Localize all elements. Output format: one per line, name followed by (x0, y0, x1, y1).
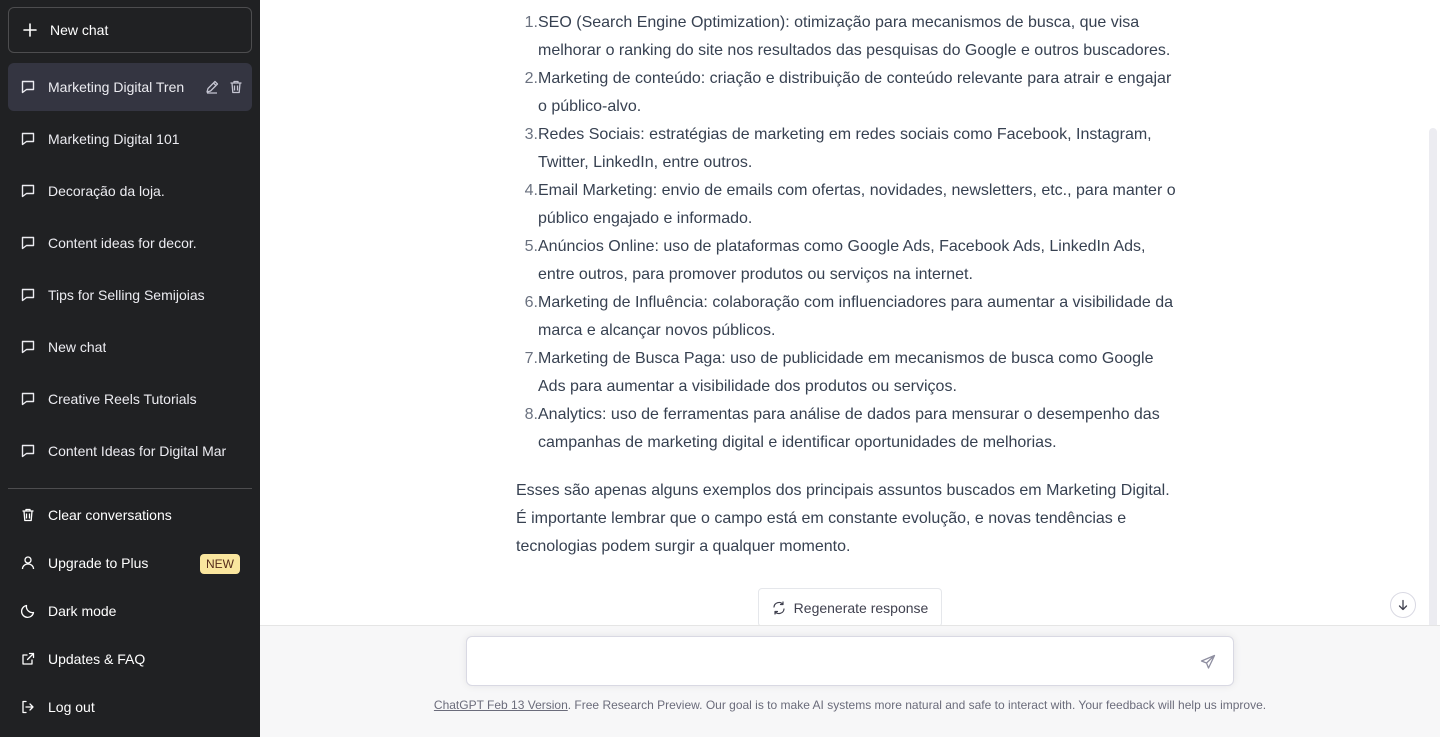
dark-mode-toggle[interactable] (8, 587, 252, 635)
log-out-button[interactable] (8, 683, 252, 731)
sidebar-menu (8, 491, 252, 731)
chat-bubble-icon (20, 287, 36, 303)
list-number: 4. (524, 182, 538, 199)
chat-bubble-icon (20, 131, 36, 147)
pencil-icon[interactable] (204, 79, 220, 95)
arrow-down-icon (1397, 599, 1409, 611)
conversation-item[interactable] (8, 219, 252, 267)
list-number: 2. (524, 70, 538, 87)
assistant-response (516, 0, 1176, 561)
chat-bubble-icon (20, 235, 36, 251)
list-number: 1. (524, 14, 538, 31)
list-text: Marketing de conteúdo: criação e distribuição de conteúdo relevante para atrair e engajar o público-alvo. (538, 70, 1172, 115)
upgrade-to-plus-button[interactable] (8, 539, 252, 587)
response-list (516, 9, 1176, 457)
list-text: Analytics: uso de ferramentas para análise de dados para mensurar o desempenho das campanhas de marketing digital e identificar oportunidades de melhorias. (538, 406, 1160, 451)
conversation-list (8, 63, 252, 479)
footer-text: . Free Research Preview. Our goal is to make AI systems more natural and safe to interact with. Your feedback will help us improve. (567, 698, 1267, 712)
list-text: Redes Sociais: estratégias de marketing em redes sociais como Facebook, Instagram, Twitter, LinkedIn, entre outros. (538, 126, 1152, 171)
list-item (516, 65, 1176, 121)
list-number: 7. (524, 350, 538, 367)
list-item (516, 289, 1176, 345)
chat-bubble-icon (20, 443, 36, 459)
conversation-item[interactable] (8, 271, 252, 319)
list-number: 5. (524, 238, 538, 255)
new-badge: NEW (200, 554, 240, 574)
new-chat-button[interactable] (8, 7, 252, 53)
list-item (516, 9, 1176, 65)
regenerate-response-button[interactable] (758, 588, 942, 627)
upgrade-label: Upgrade to Plus (48, 555, 149, 571)
refresh-icon (772, 601, 786, 615)
log-out-label: Log out (48, 699, 95, 715)
updates-faq-link[interactable] (8, 635, 252, 683)
conversation-item[interactable] (8, 115, 252, 163)
list-number: 8. (524, 406, 538, 423)
list-item (516, 233, 1176, 289)
external-link-icon (20, 651, 36, 667)
conversation-item[interactable] (8, 63, 252, 111)
list-text: Marketing de Busca Paga: uso de publicidade em mecanismos de busca como Google Ads para aumentar a visibilidade dos produtos ou serviços. (538, 350, 1154, 395)
list-text: Anúncios Online: uso de plataformas como Google Ads, Facebook Ads, LinkedIn Ads, entre outros, para promover produtos ou serviços na internet. (538, 238, 1146, 283)
sidebar-divider (8, 488, 252, 489)
conversation-label: Decoração da loja. (48, 183, 165, 199)
new-chat-label: New chat (50, 22, 109, 38)
chat-bubble-icon (20, 183, 36, 199)
conversation-item[interactable] (8, 427, 252, 475)
message-input-box (466, 636, 1234, 686)
conversation-label: Content ideas for decor. (48, 235, 197, 251)
conversation-label: Creative Reels Tutorials (48, 391, 197, 407)
conversation-label: Content Ideas for Digital Mar (48, 443, 227, 459)
chat-main (260, 0, 1440, 737)
conversation-item[interactable] (8, 323, 252, 371)
dark-mode-label: Dark mode (48, 603, 117, 619)
list-text: Marketing de Influência: colaboração com influenciadores para aumentar a visibilidade da marca e alcançar novos públicos. (538, 294, 1174, 339)
regenerate-label: Regenerate response (793, 599, 929, 616)
clear-conversations-button[interactable] (8, 491, 252, 539)
updates-faq-label: Updates & FAQ (48, 651, 146, 667)
list-text: Email Marketing: envio de emails com ofertas, novidades, newsletters, etc., para manter o público engajado e informado. (538, 182, 1176, 227)
list-item (516, 121, 1176, 177)
trash-icon[interactable] (228, 79, 244, 95)
log-out-icon (20, 699, 36, 715)
trash-icon (20, 507, 36, 523)
conversation-label: New chat (48, 339, 107, 355)
list-text: SEO (Search Engine Optimization): otimização para mecanismos de busca, que visa melhorar o ranking do site nos resultados das pesquisas do Google e outros buscadores. (538, 14, 1171, 59)
chat-bubble-icon (20, 391, 36, 407)
clear-conversations-label: Clear conversations (48, 507, 172, 523)
conversation-actions (204, 63, 244, 111)
list-number: 3. (524, 126, 538, 143)
conversation-label: Tips for Selling Semijoias (48, 287, 205, 303)
footer-disclaimer (260, 698, 1440, 712)
response-closing-paragraph: Esses são apenas alguns exemplos dos principais assuntos buscados em Marketing Digital. É importante lembrar que o campo está em constante evolução, e novas tendências e tecnologias podem surgir a qualquer momento. (516, 482, 1170, 555)
list-item (516, 401, 1176, 457)
scroll-to-bottom-button[interactable] (1390, 592, 1416, 618)
conversation-label: Marketing Digital 101 (48, 131, 180, 147)
send-icon[interactable] (1199, 653, 1217, 671)
list-number: 6. (524, 294, 538, 311)
plus-icon (22, 22, 38, 38)
user-icon (20, 555, 36, 571)
chat-bubble-icon (20, 79, 36, 95)
list-item (516, 177, 1176, 233)
message-input[interactable] (481, 650, 1181, 674)
version-link[interactable]: ChatGPT Feb 13 Version (433, 698, 568, 712)
list-item (516, 345, 1176, 401)
sidebar (0, 0, 260, 737)
conversation-item[interactable] (8, 375, 252, 423)
conversation-item[interactable] (8, 167, 252, 215)
chat-bubble-icon (20, 339, 36, 355)
moon-icon (20, 603, 36, 619)
composer-area (260, 625, 1440, 737)
conversation-label: Marketing Digital Tren (48, 79, 185, 95)
